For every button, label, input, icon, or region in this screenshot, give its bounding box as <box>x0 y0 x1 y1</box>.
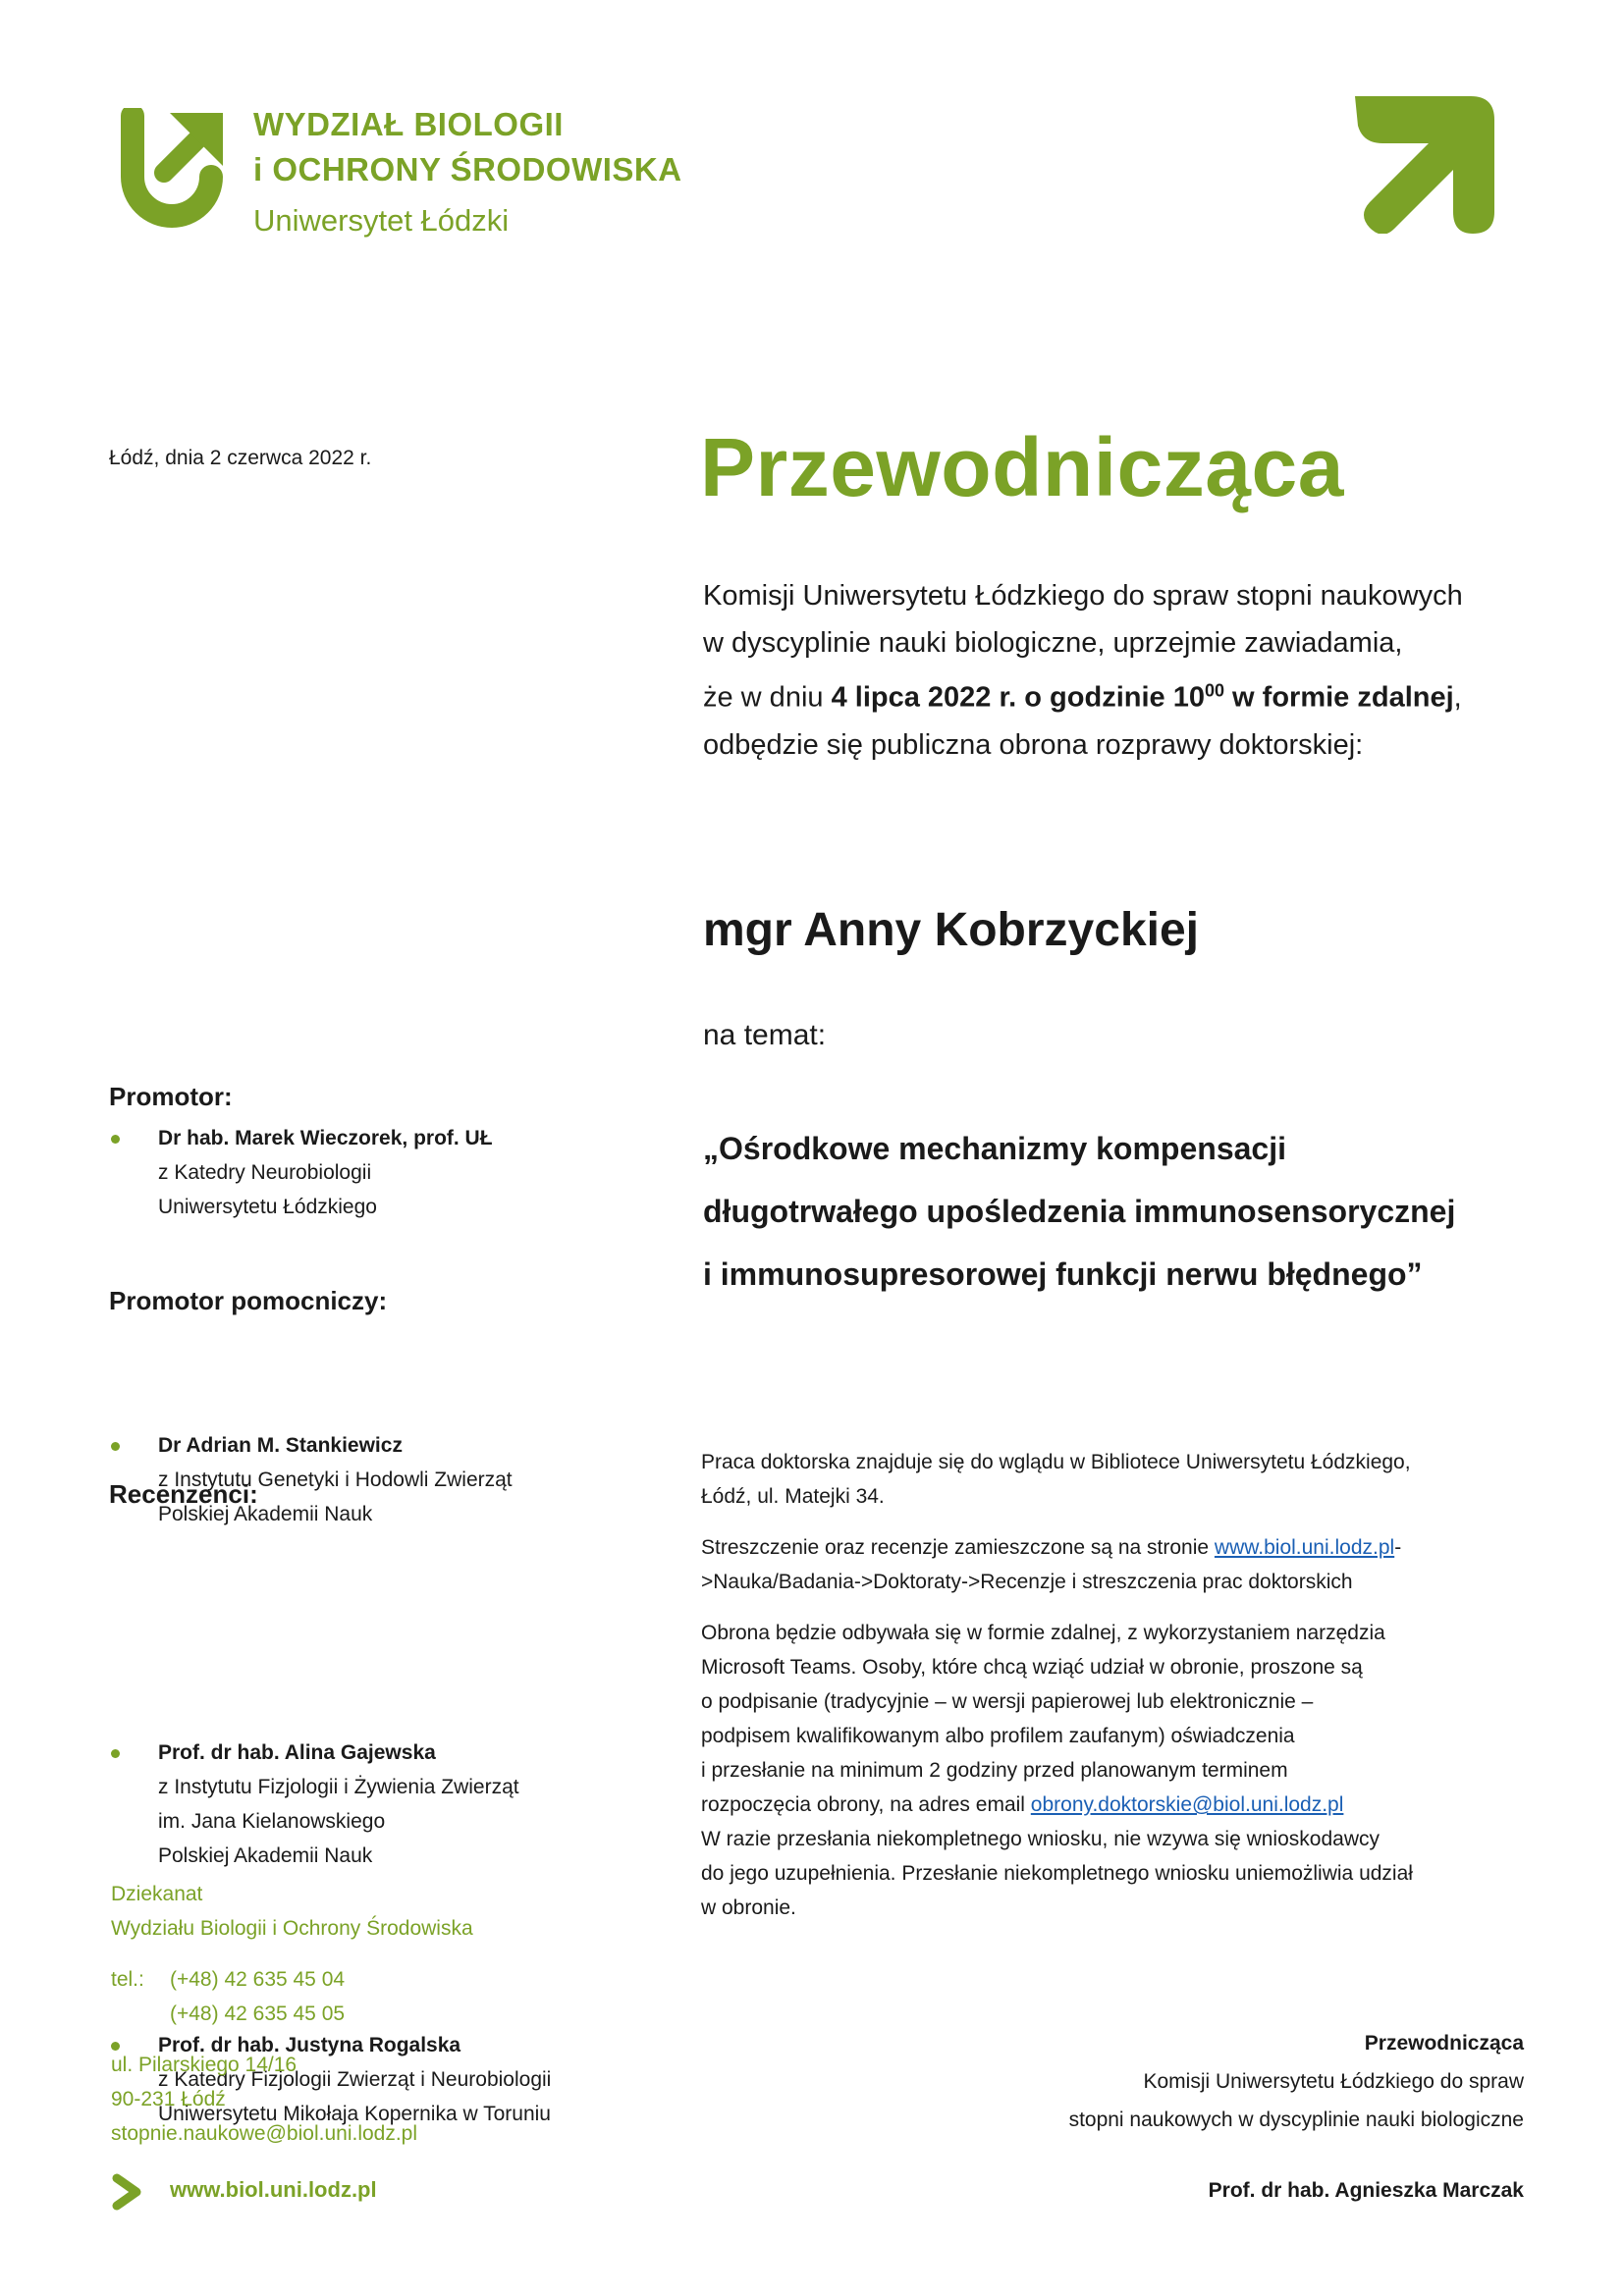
tel-label: tel.: <box>111 1968 144 1991</box>
reviewer-name: Prof. dr hab. Justyna Rogalska <box>158 2034 461 2056</box>
intro-line4: odbędzie się publiczna obrona rozprawy doktorskiej: <box>703 728 1364 761</box>
reviewer-entry <box>111 1735 708 1873</box>
remote-info-line8: do jego uzupełnienia. Przesłanie niekompletnego wniosku uniemożliwia udział <box>701 1862 1413 1885</box>
bullet-icon <box>111 1135 120 1144</box>
remote-info-line7: W razie przesłania niekompletnego wniosku, nie wzywa się wnioskodawcy <box>701 1828 1380 1850</box>
remote-info-line2: Microsoft Teams. Osoby, które chcą wziąć udział w obronie, proszone są <box>701 1656 1363 1679</box>
phone-number-2: (+48) 42 635 45 05 <box>170 2002 346 2025</box>
defense-datetime: 4 lipca 2022 r. o godzinie 10 <box>831 681 1205 714</box>
letter-date: Łódź, dnia 2 czerwca 2022 r. <box>109 447 372 469</box>
corner-arrow <box>1355 96 1494 234</box>
signature-line2: stopni naukowych w dyscyplinie nauki biologiczne <box>1068 2109 1524 2131</box>
library-info-line1: Praca doktorska znajduje się do wglądu w Bibliotece Uniwersytetu Łódzkiego, <box>701 1451 1411 1473</box>
signature-title: Przewodnicząca <box>1364 2032 1524 2055</box>
reviewer-affiliation-2: Uniwersytetu Mikołaja Kopernika w Toruniu <box>158 2103 551 2125</box>
email-link[interactable]: obrony.doktorskie@biol.uni.lodz.pl <box>1030 1793 1344 1816</box>
promotor-heading: Promotor: <box>109 1082 233 1111</box>
remote-info-line3: o podpisanie (tradycyjnie – w wersji papierowej lub elektronicznie – <box>701 1690 1314 1713</box>
promotor-pomocniczy-affiliation-1: z Instytutu Genetyki i Hodowli Zwierząt <box>158 1468 513 1491</box>
reviewer-affiliation-1: z Instytutu Fizjologii i Żywienia Zwierząt <box>158 1776 519 1798</box>
promotor-entry <box>111 1121 708 1224</box>
reviewer-affiliation-2: im. Jana Kielanowskiego <box>158 1810 386 1833</box>
signature-line1: Komisji Uniwersytetu Łódzkiego do spraw <box>1143 2070 1524 2093</box>
bullet-icon <box>111 1442 120 1451</box>
address-street: ul. Pilarskiego 14/16 <box>111 2054 298 2076</box>
signatory-name: Prof. dr hab. Agnieszka Marczak <box>1208 2179 1524 2202</box>
library-info-line2: Łódź, ul. Matejki 34. <box>701 1485 885 1508</box>
promotor-pomocniczy-name: Dr Adrian M. Stankiewicz <box>158 1434 403 1457</box>
page-title: Przewodnicząca <box>700 421 1344 513</box>
candidate-name: mgr Anny Kobrzyckiej <box>703 904 1200 956</box>
remote-info-line6: rozpoczęcia obrony, na adres email <box>701 1793 1031 1816</box>
promotor-pomocniczy-affiliation-2: Polskiej Akademii Nauk <box>158 1503 373 1525</box>
promotor-affiliation-1: z Katedry Neurobiologii <box>158 1161 372 1184</box>
bullet-icon <box>111 1749 120 1758</box>
office-name-1: Dziekanat <box>111 1883 203 1905</box>
topic-line1: „Ośrodkowe mechanizmy kompensacji <box>703 1131 1286 1166</box>
abstracts-info-text: Streszczenie oraz recenzje zamieszczone są na stronie <box>701 1536 1215 1559</box>
abstracts-path: >Nauka/Badania->Doktoraty->Recenzje i streszczenia prac doktorskich <box>701 1571 1353 1593</box>
intro-line2: w dyscyplinie nauki biologiczne, uprzejmie zawiadamia, <box>703 627 1403 659</box>
remote-info-line9: w obronie. <box>701 1896 796 1919</box>
footer-website-link[interactable]: www.biol.uni.lodz.pl <box>170 2177 377 2202</box>
topic-line3: i immunosupresorowej funkcji nerwu błędnego” <box>703 1256 1423 1292</box>
signature-block <box>837 2024 1524 2210</box>
intro-line1: Komisji Uniwersytetu Łódzkiego do spraw stopni naukowych <box>703 580 1463 612</box>
university-name: Uniwersytet Łódzki <box>253 203 510 238</box>
topic-label: na temat: <box>703 1019 827 1051</box>
abstracts-dash: - <box>1394 1536 1402 1559</box>
remote-info-line1: Obrona będzie odbywała się w formie zdalnej, z wykorzystaniem narzędzia <box>701 1622 1385 1644</box>
reviewer-affiliation-3: Polskiej Akademii Nauk <box>158 1844 373 1867</box>
reviewer-name: Prof. dr hab. Alina Gajewska <box>158 1741 436 1764</box>
defense-mode: w formie zdalnej <box>1224 681 1454 714</box>
faculty-logo <box>113 108 231 240</box>
office-name-2: Wydziału Biologii i Ochrony Środowiska <box>111 1917 473 1940</box>
abstracts-info <box>701 1530 1516 1599</box>
phone-number-1: (+48) 42 635 45 04 <box>170 1968 346 1991</box>
website-link[interactable]: www.biol.uni.lodz.pl <box>1214 1536 1395 1559</box>
promotor-affiliation-2: Uniwersytetu Łódzkiego <box>158 1196 377 1218</box>
intro-line3-prefix: że w dniu <box>703 681 832 714</box>
university-logo-icon <box>113 108 231 240</box>
remote-info-line4: podpisem kwalifikowanym albo profilem zaufanym) oświadczenia <box>701 1725 1295 1747</box>
faculty-name-line2: i OCHRONY ŚRODOWISKA <box>253 151 682 187</box>
library-info <box>701 1445 1516 1514</box>
contact-block <box>111 1877 473 2151</box>
intro-line3-suffix: , <box>1453 681 1462 714</box>
recenzenci-heading: Recenzenci: <box>109 1479 258 1509</box>
faculty-name-line1: WYDZIAŁ BIOLOGII <box>253 106 564 142</box>
arrow-right-icon <box>111 2173 144 2211</box>
contact-email[interactable]: stopnie.naukowe@biol.uni.lodz.pl <box>111 2122 418 2145</box>
announcement-intro <box>703 572 1547 769</box>
defense-time-minutes: 00 <box>1204 680 1224 700</box>
reviewer-affiliation-1: z Katedry Fizjologii Zwierząt i Neurobiologii <box>158 2068 552 2091</box>
defense-info <box>701 1445 1516 1942</box>
phone-row-1 <box>111 1962 473 1997</box>
thesis-topic <box>703 1117 1587 1306</box>
promotor-pomocniczy-heading: Promotor pomocniczy: <box>109 1286 388 1315</box>
remote-defense-info <box>701 1616 1516 1925</box>
address-city: 90-231 Łódź <box>111 2088 226 2110</box>
phone-row-2 <box>111 1997 473 2031</box>
footer-arrow <box>111 2173 144 2211</box>
topic-line2: długotrwałego upośledzenia immunosensorycznej <box>703 1194 1456 1229</box>
remote-info-line5: i przesłanie na minimum 2 godziny przed planowanym terminem <box>701 1759 1288 1782</box>
arrow-up-right-icon <box>1355 96 1494 234</box>
intro-line3 <box>703 667 1547 721</box>
promotor-name: Dr hab. Marek Wieczorek, prof. UŁ <box>158 1127 493 1149</box>
